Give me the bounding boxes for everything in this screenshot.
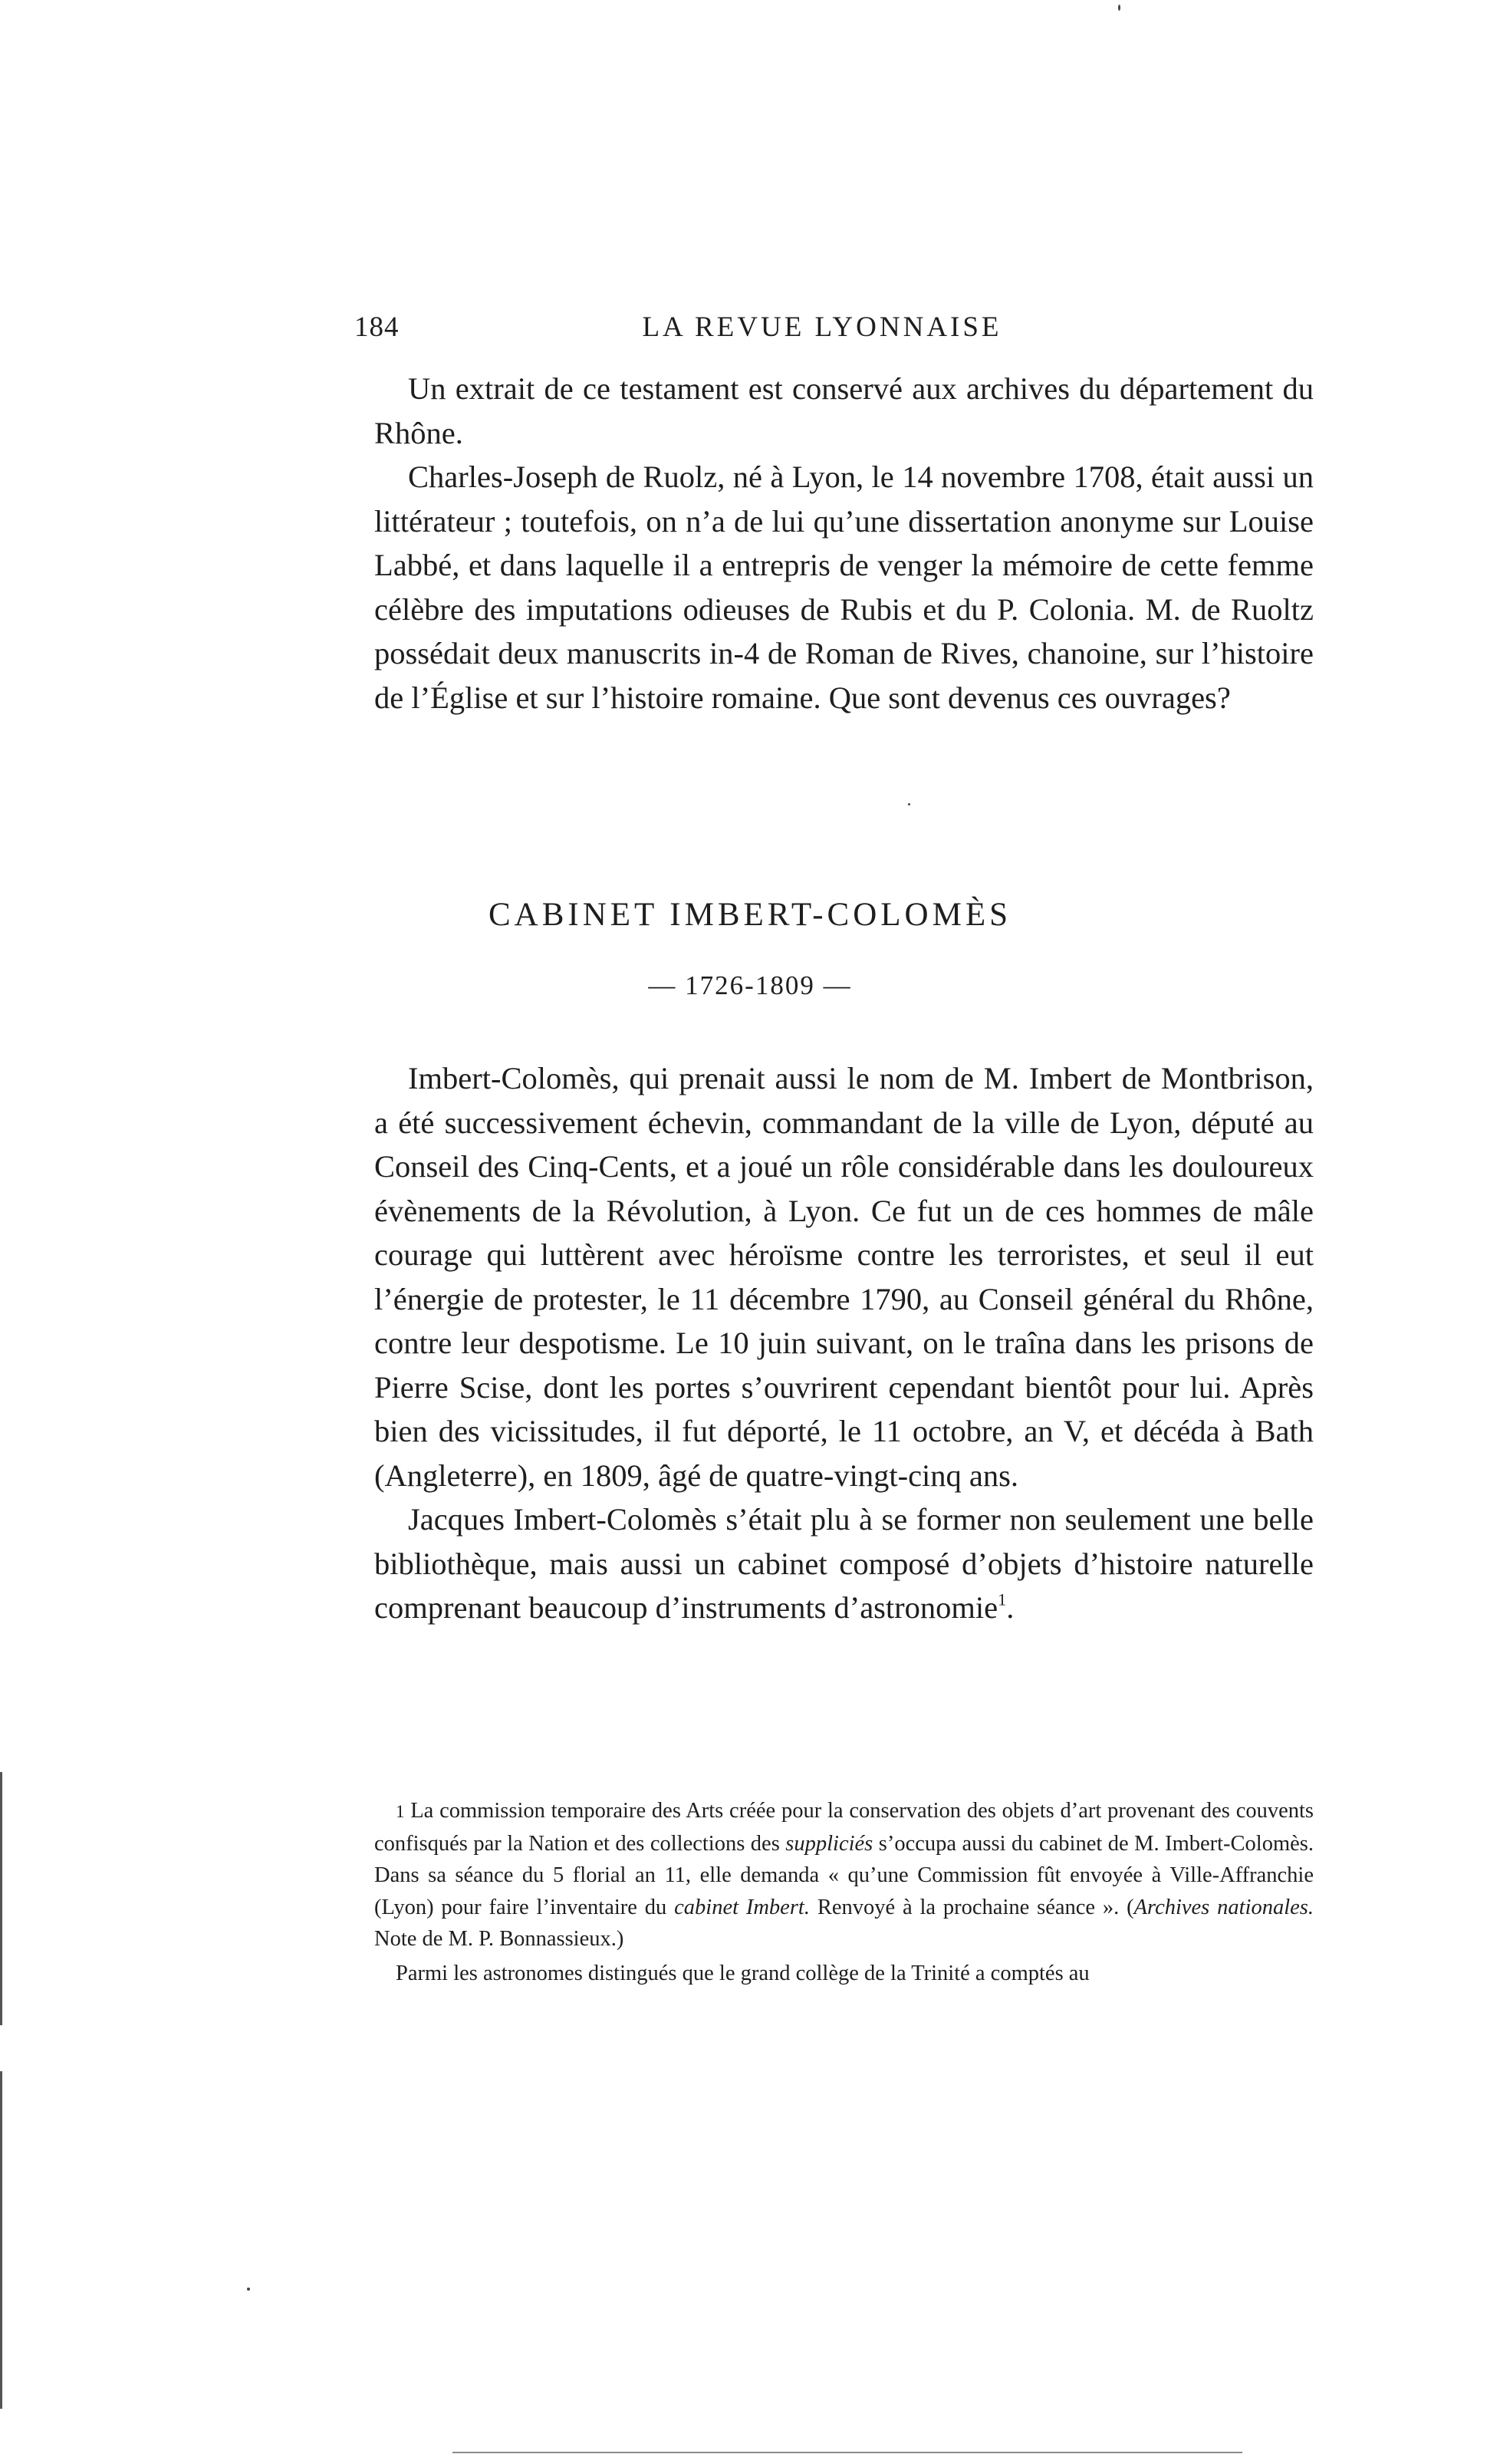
intro-paragraph: Un extrait de ce testament est conservé aux archives du département du Rhône. [374,371,1314,450]
scan-speck [908,803,910,805]
section-body [374,1056,1314,1630]
intro-paragraph: Charles-Joseph de Ruolz, né à Lyon, le 14 novembre 1708, était aussi un littérateur ; toutefois, on n’a de lui qu’une dissertation anonyme sur Louise Labbé, et dans laquelle il a entrepris de venger la mémoire de cette femme célèbre des imputations odieuses de Rubis et du P. Colonia. M. de Ruoltz possédait deux manuscrits in-4 de Roman de Rives, chanoine, sur l’histoire de l’Église et sur l’histoire romaine. Que sont devenus ces ouvrages? [374,460,1314,715]
scan-speck [247,2288,250,2291]
section-dates: — 1726-1809 — [648,970,852,1000]
scan-edge-line [0,2071,2,2409]
journal-title: LA REVUE LYONNAISE [642,311,1002,343]
footnote-text: s’occupa aussi du cabinet de M. Imbert-Colomès. Dans sa séance du 5 florial an 11, elle demanda « qu’une Commission fût envoyée à Ville-Affranchie (Lyon) pour faire l’inventaire du [374,1831,1314,1919]
footnote-continuation: Parmi les astronomes distingués que le grand collège de la Trinité a comptés au [396,1961,1090,1985]
scan-bottom-line [452,2452,1242,2453]
scan-edge-line [0,1772,2,2025]
section-title: CABINET IMBERT-COLOMÈS [488,897,1012,933]
body-paragraph-text: Jacques Imbert-Colomès s’était plu à se former non seulement une belle bibliothèque, mais aussi un cabinet composé d’objets d’histoire naturelle comprenant beaucoup d’instruments d’astronomie [374,1502,1314,1625]
footnotes [374,1795,1314,1989]
footnote-text: Note de M. P. Bonnassieux.) [374,1927,624,1951]
body-paragraph-end: . [1006,1590,1015,1625]
intro-text [374,367,1314,720]
footnote-reference: 1 [998,1589,1007,1609]
footnote-text: Renvoyé à la prochaine séance ». ( [817,1895,1134,1919]
body-paragraph: Imbert-Colomès, qui prenait aussi le nom de M. Imbert de Montbrison, a été successivement échevin, commandant de la ville de Lyon, député au Conseil des Cinq-Cents, et a joué un rôle considérable dans les douloureux évènements de la Révolution, à Lyon. Ce fut un de ces hommes de mâle courage qui luttèrent avec héroïsme contre les terroristes, et seul il eut l’énergie de protester, le 11 décembre 1790, au Conseil général du Rhône, contre leur despotisme. Le 10 juin suivant, on le traîna dans les prisons de Pierre Scise, dont les portes s’ouvrirent cependant bientôt pour lui. Après bien des vicissitudes, il fut déporté, le 11 octobre, an V, et décéda à Bath (Angleterre), en 1809, âgé de quatre-vingt-cinq ans. [374,1061,1314,1493]
scan-speck [1118,5,1120,11]
footnote-italic: cabinet Imbert. [674,1895,810,1919]
page-number: 184 [354,311,400,343]
footnote-1 [374,1795,1314,1955]
footnote-italic: Archives nationales. [1133,1895,1314,1919]
running-head [354,311,1290,349]
footnote-text: La commission temporaire des Arts créée pour la conservation des objets d’art provenant des couvents confisqués par la Nation et des collections des [374,1799,1314,1856]
footnote-marker: 1 [396,1802,405,1821]
footnote-italic: suppliciés [785,1831,873,1856]
body-paragraph [374,1497,1314,1630]
